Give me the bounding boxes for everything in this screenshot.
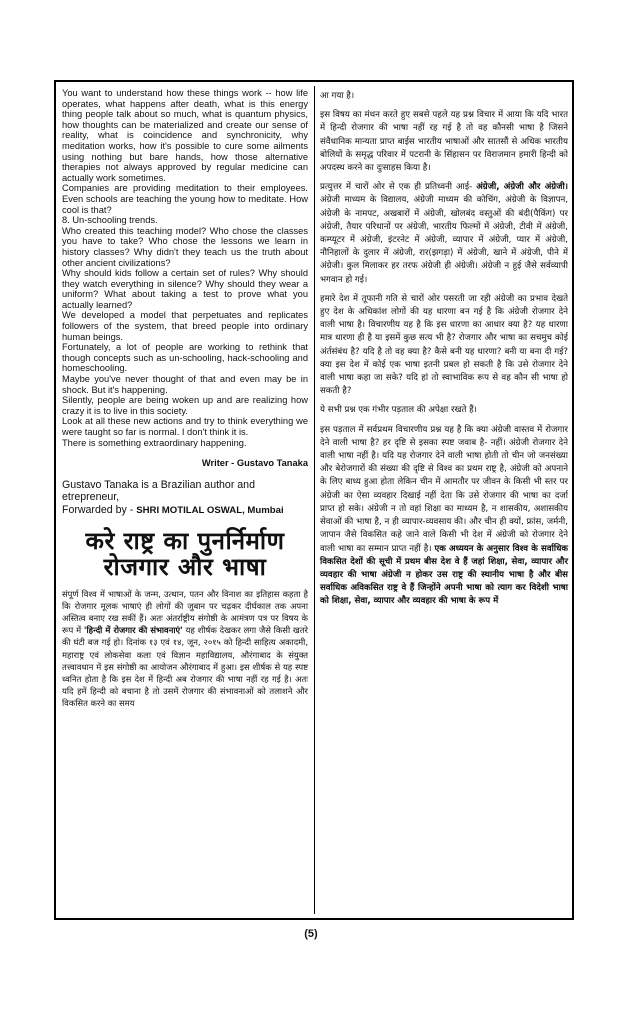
english-paragraph: Fortunately, a lot of people are working to rethink that though concepts such as un-schooling, hack-schooling and homeschooling.	[62, 342, 308, 374]
hindi-paragraph: इस विषय का मंथन करते हुए सबसे पहले यह प्रश्न विचार में आया कि यदि भारत में हिन्दी रोजगार की भाषा नहीं रह गई है तो वह कौनसी भाषा है जिसने संवैधानिक मान्यता प्राप्त बाईस भारतीय भाषाओं और सातसौं से अधिक भारतीय बोलियों के समृद्ध परिवार में पटरानी के सिंहासन पर विराजमान हमारी हिन्दी को अपदस्थ करने का दुःसाहस किया है।	[320, 110, 568, 174]
hindi-headline	[62, 528, 308, 580]
forwarded-name: SHRI MOTILAL OSWAL, Mumbai	[136, 504, 284, 516]
left-column	[62, 88, 308, 710]
column-divider	[314, 86, 315, 914]
hindi-intro-paragraph	[62, 588, 308, 710]
hindi-paragraph: हमारे देश में तूफानी गति से चारों ओर पसरती जा रही अंग्रेजी का प्रभाव देखते हुए देश के अधिकांश लोगों की यह धारणा बन गई है कि अंग्रेजी रोजगार देने वाली भाषा है। विचारणीय यह है कि इस धारणा का आधार क्या है? यह धारणा मात्र धारणा ही है या इसमें कुछ सत्य भी है? रोजगार और भाषा का सचमुच कोई अंर्तसंबंध है? यदि है तो वह क्या है? कैसे बनी यह धारणा? बनी या बना दी गई? क्या इस देश में कोई एक भाषा इतनी प्रबल हो सकती है कि उसे रोजगार देने वाली भाषा कहा जा सके? यदि हां तो स्वाभाविक रूप से वह कौन सी भाषा हो सकती है?	[320, 293, 568, 397]
p6-bold: एक अध्ययन के अनुसार विश्व के सर्वाधिक विकसित देशों की सूची में प्रथम बीस देश वे हैं जहां शिक्षा, सेवा, व्यापार और व्यवहार की भाषा अंग्रेजी न होकर उस राष्ट्र की स्थानीय भाषा है और बीस सर्वाधिक अविकसित राष्ट्र वे हैं जिन्होंने अपनी भाषा को त्याग कर विदेशी भाषा को शिक्षा, सेवा, व्यापार और व्यवहार की भाषा के रूप में	[320, 543, 568, 607]
intro-bold-title: 'हिन्दी में रोजगार की संभावनाएं'	[83, 625, 183, 636]
writer-credit: Writer - Gustavo Tanaka	[201, 458, 308, 469]
english-paragraph: 8. Un-schooling trends.	[62, 215, 158, 226]
english-paragraph: Companies are providing meditation to their employees. Even schools are teaching the young how to meditate. How cool is that?	[62, 183, 308, 215]
english-paragraph: You want to understand how these things work -- how life operates, what happens after death, what is this energy thing people talk about so much, what is quantum physics, how thoughts can be materialized and create our sense of reality, what is coincidence and synchronicity, why meditation works, how it's possible to cure some ailments using nothing but bare hands, how those alternative therapies not always approved by regular medicine can actually work sometimes.	[62, 88, 308, 183]
intro-text: संपूर्ण विश्व में भाषाओं के जन्म, उत्थान, पतन और विनाश का इतिहास कहता है कि रोजगार मूलक भाषाएं ही लोगों की जुबान पर चढ़कर दीर्घकाल तक अपना अस्तित्व बनाए रख सकीं हैं। अतः अंतर्राष्ट्रीय संगोष्ठी के आमंत्रण पत्र पर विषय के रूप में	[62, 588, 308, 636]
p3-rest: अंग्रेजी माध्यम के विद्यालय, अंग्रेजी माध्यम की कोचिंग, अंग्रेजी के विज्ञापन, अंग्रेजी के नामपट, अखबारों में अंग्रेजी, खोलबंद वस्तुओं की बंदी(पैकिंग) पर अंग्रेजी, तैयार परिधानों पर अंग्रेजी, भारतीय फिल्मों में अंग्रेजी, टीवी में अंग्रेजी, कम्प्यूटर में अंग्रेजी, इंटरनेट में अंग्रेजी, व्यापार में अंग्रेजी, प्यार में अंग्रेजी, नौनिहालों के दुलार में अंग्रेजी, रार(झगड़ा) में अंग्रेजी, खाने में अंग्रेजी, पीने में अंग्रेजी। कुल मिलाकर हर तरफ अंग्रेजी ही अंग्रेजी। अंग्रेजी न हुई जैसे सर्वव्यापी भगवान हो गई।	[320, 195, 568, 285]
hindi-paragraph	[320, 181, 568, 287]
english-paragraph: We developed a model that perpetuates and replicates followers of the system, that breed people into ordinary human beings.	[62, 310, 308, 342]
page-number: (5)	[304, 928, 318, 940]
article-frame	[54, 80, 574, 920]
english-paragraph: Who created this teaching model? Who chose the classes you have to take? Who chose the lessons we learn in history classes? Why didn't they teach us the truth about other ancient civilizations?	[62, 225, 308, 268]
english-paragraph: Why should kids follow a certain set of rules? Why should they watch everything in silence? Why should they wear a uniform? What about taking a test to prove what you actually learned?	[62, 268, 308, 310]
hindi-paragraph: ये सभी प्रश्न एक गंभीर पड़ताल की अपेक्षा रखते हैं।	[320, 405, 477, 416]
p6-text: इस पड़ताल में सर्वप्रथम विचारणीय प्रश्न यह है कि क्या अंग्रेजी वास्तव में रोजगार देने वाली भाषा है? हर दृष्टि से इसका स्पष्ट जवाब है- नहीं। अंग्रेजी रोजगार देने वाली भाषा नहीं है। यदि यह रोजगार देने वाली भाषा होती तो चीन जो जनसंख्या और बेरोजगारों की संख्या की दृष्टि से विश्व का प्रथम राष्ट्र है, अंग्रेजी को अपनाने के लिए बाध्य हुआ होता लेकिन चीन में आमतौर पर जीवन के किसी भी स्तर पर अंग्रेजी का ऐसा व्यवहार दिखाई नहीं देता कि उसे रोजगार की भाषा का दर्जा प्राप्त हो सके। अंग्रेजी न तो वहां शिक्षा का माध्यम है, न शासकीय, अशासकीय सेवाओं की भाषा है, न ही व्यापार-व्यवसाय की। और चीन ही क्यों, फ्रांस, जर्मनी, जापान जैसे विकसित कहे जाने वाले किसी भी देश में अंग्रेजी को रोजगार देने वाली भाषा का सम्मान प्राप्त नहीं है।	[320, 424, 568, 554]
headline-line-2: रोजगार और भाषा	[103, 552, 267, 581]
p3-text: प्रत्युत्तर में चारों ओर से एक ही प्रतिध्वनी आई-	[320, 182, 477, 193]
right-column	[320, 90, 568, 615]
forwarded-by	[62, 504, 308, 518]
english-paragraph: There is something extraordinary happening.	[62, 437, 247, 448]
english-paragraph: Silently, people are being woken up and are realizing how crazy it is to live in this society.	[62, 395, 308, 416]
intro-text-cont: यह शीर्षक देखकर लगा जैसे किसी खतरे की घंटी बज गई हो। दिनांक १३ एवं १४, जून, २०१५ को हिन्दी साहित्य अकादमी, महाराष्ट्र एवं लोकसेवा कला एवं विज्ञान महाविद्यालय, औरंगाबाद के संयुक्त तत्त्वावधान में इस संगोष्ठी का आयोजन औरंगाबाद में हुआ। इस शीर्षक से यह स्पष्ट ध्वनित होता है कि इस देश में हिन्दी अब रोजगार की भाषा नहीं रह गई है। अतः यदि हमें हिन्दी को बचाना है तो उसमें रोजगार की संभावनाओं को तलाशने और विकसित करने का समय	[62, 625, 308, 709]
english-paragraph: Maybe you've never thought of that and even may be in shock. But it's happening.	[62, 374, 308, 395]
headline-line-1: करे राष्ट्र का पुनर्निर्माण	[85, 526, 285, 555]
hindi-paragraph	[320, 424, 568, 609]
hindi-paragraph: आ गया है।	[320, 91, 355, 101]
forwarded-prefix: Forwarded by -	[62, 503, 137, 516]
p3-bold: अंग्रेजी, अंग्रेजी और अंग्रेजी।	[476, 182, 568, 193]
english-paragraph: Look at all these new actions and try to think everything we were taught so far is normal. I don't think it is.	[62, 416, 308, 437]
author-bio: Gustavo Tanaka is a Brazilian author and etrepreneur,	[62, 478, 255, 504]
